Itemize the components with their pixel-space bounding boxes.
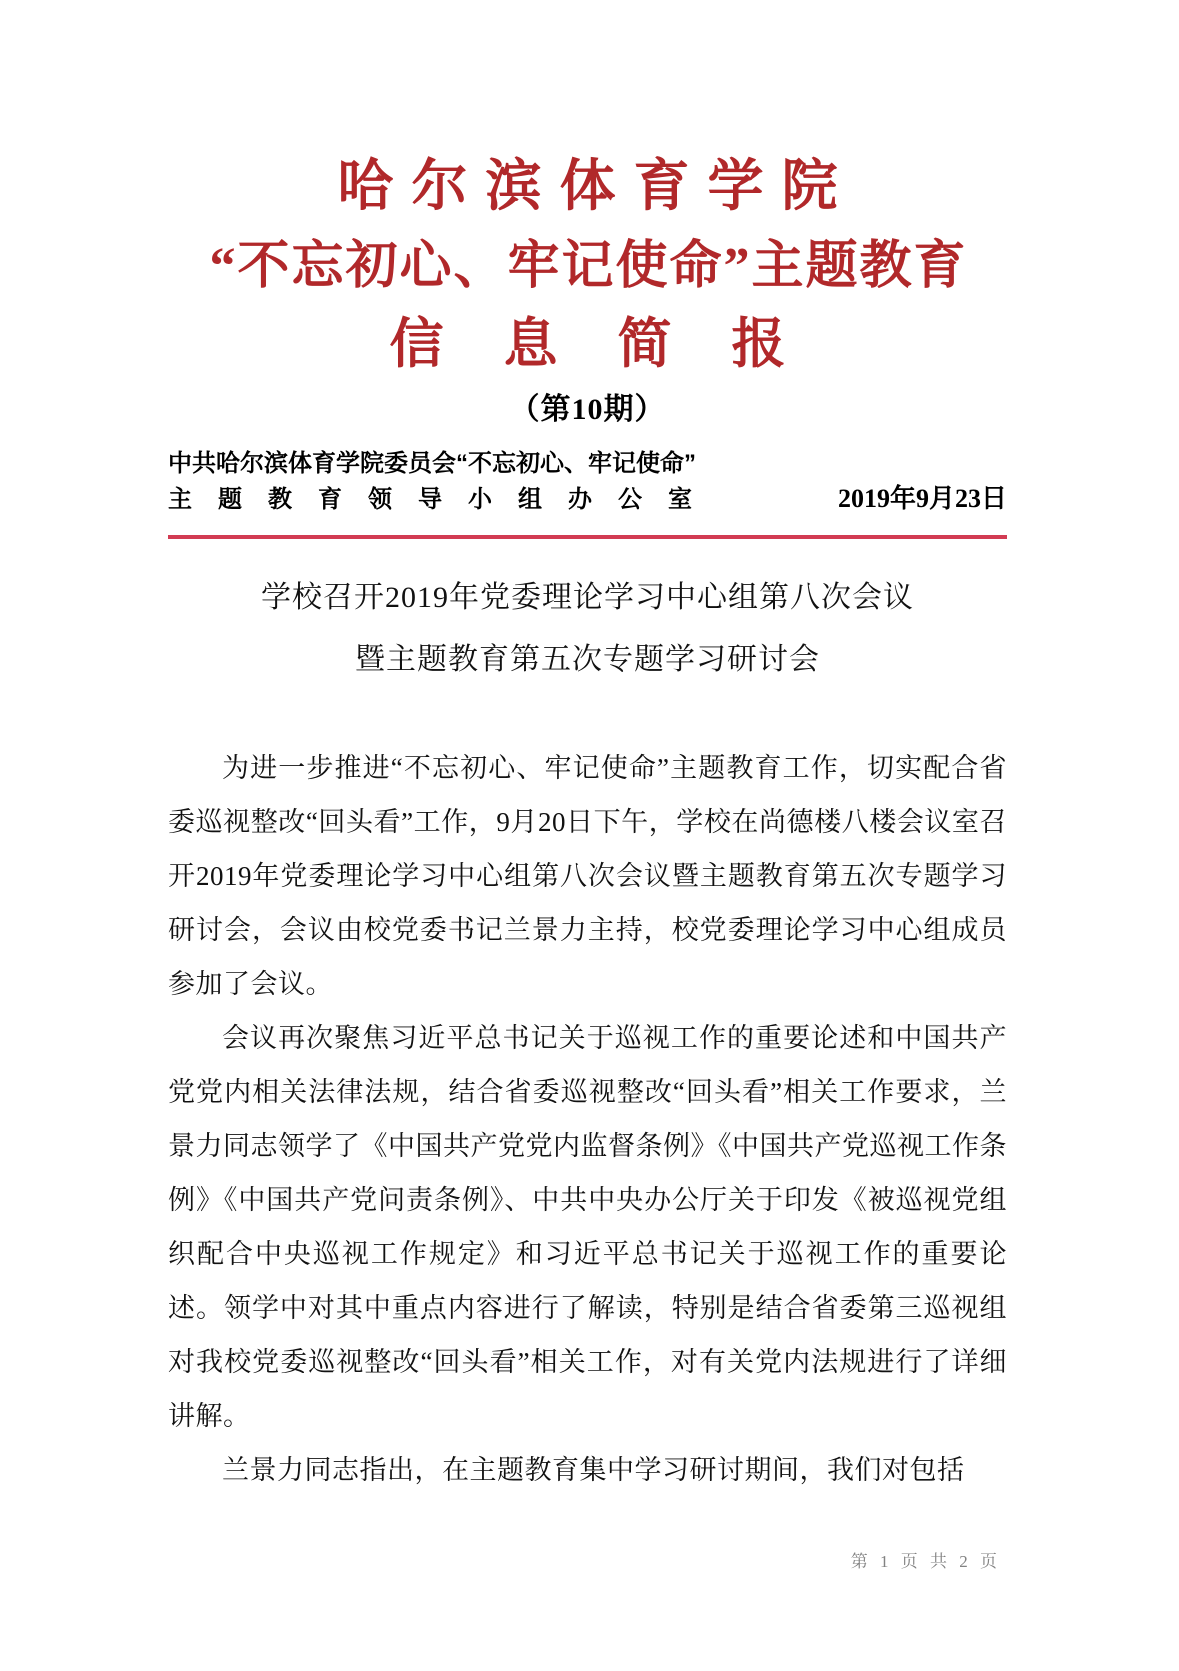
masthead-title-line1: 哈尔滨体育学院 <box>337 156 856 218</box>
org-date-row <box>168 481 1007 517</box>
article-heading <box>168 567 1007 691</box>
issuing-org-line2: 主题教育领导小组办公室 <box>168 486 718 513</box>
article-paragraph: 兰景力同志指出，在主题教育集中学习研讨期间，我们对包括 <box>222 1455 965 1485</box>
article-body <box>168 741 1007 1497</box>
masthead-title-line3: 信息简报 <box>389 314 846 374</box>
red-divider-rule <box>168 535 1007 539</box>
page-number-footer: 第 1 页 共 2 页 <box>850 1552 1001 1571</box>
article-paragraph: 会议再次聚焦习近平总书记关于巡视工作的重要论述和中国共产党党内相关法律法规，结合省委巡视整改“回头看”相关工作要求，兰景力同志领学了《中国共产党党内监督条例》《中国共产党巡视工作条例》《中国共产党问责条例》、中共中央办公厅关于印发《被巡视党组织配合中央巡视工作规定》和习近平总书记关于巡视工作的重要论述。领学中对其中重点内容进行了解读，特别是结合省委第三巡视组对我校党委巡视整改“回头看”相关工作，对有关党内法规进行了详细讲解。 <box>168 1023 1007 1431</box>
masthead-title-line2: “不忘初心、牢记使命”主题教育 <box>209 238 968 295</box>
issue-number: （第10期） <box>509 393 666 426</box>
bulletin-masthead <box>168 150 1007 430</box>
article-heading-line2: 暨主题教育第五次专题学习研讨会 <box>355 643 820 676</box>
article-paragraph: 为进一步推进“不忘初心、牢记使命”主题教育工作，切实配合省委巡视整改“回头看”工作，9月20日下午，学校在尚德楼八楼会议室召开2019年党委理论学习中心组第八次会议暨主题教育第五次专题学习研讨会，会议由校党委书记兰景力主持，校党委理论学习中心组成员参加了会议。 <box>168 753 1007 999</box>
issue-date: 2019年9月23日 <box>837 484 1007 513</box>
issuing-org-block <box>168 446 1007 539</box>
article-heading-line1: 学校召开2019年党委理论学习中心组第八次会议 <box>261 581 914 614</box>
issuing-org-line1: 中共哈尔滨体育学院委员会“不忘初心、牢记使命” <box>168 450 696 477</box>
